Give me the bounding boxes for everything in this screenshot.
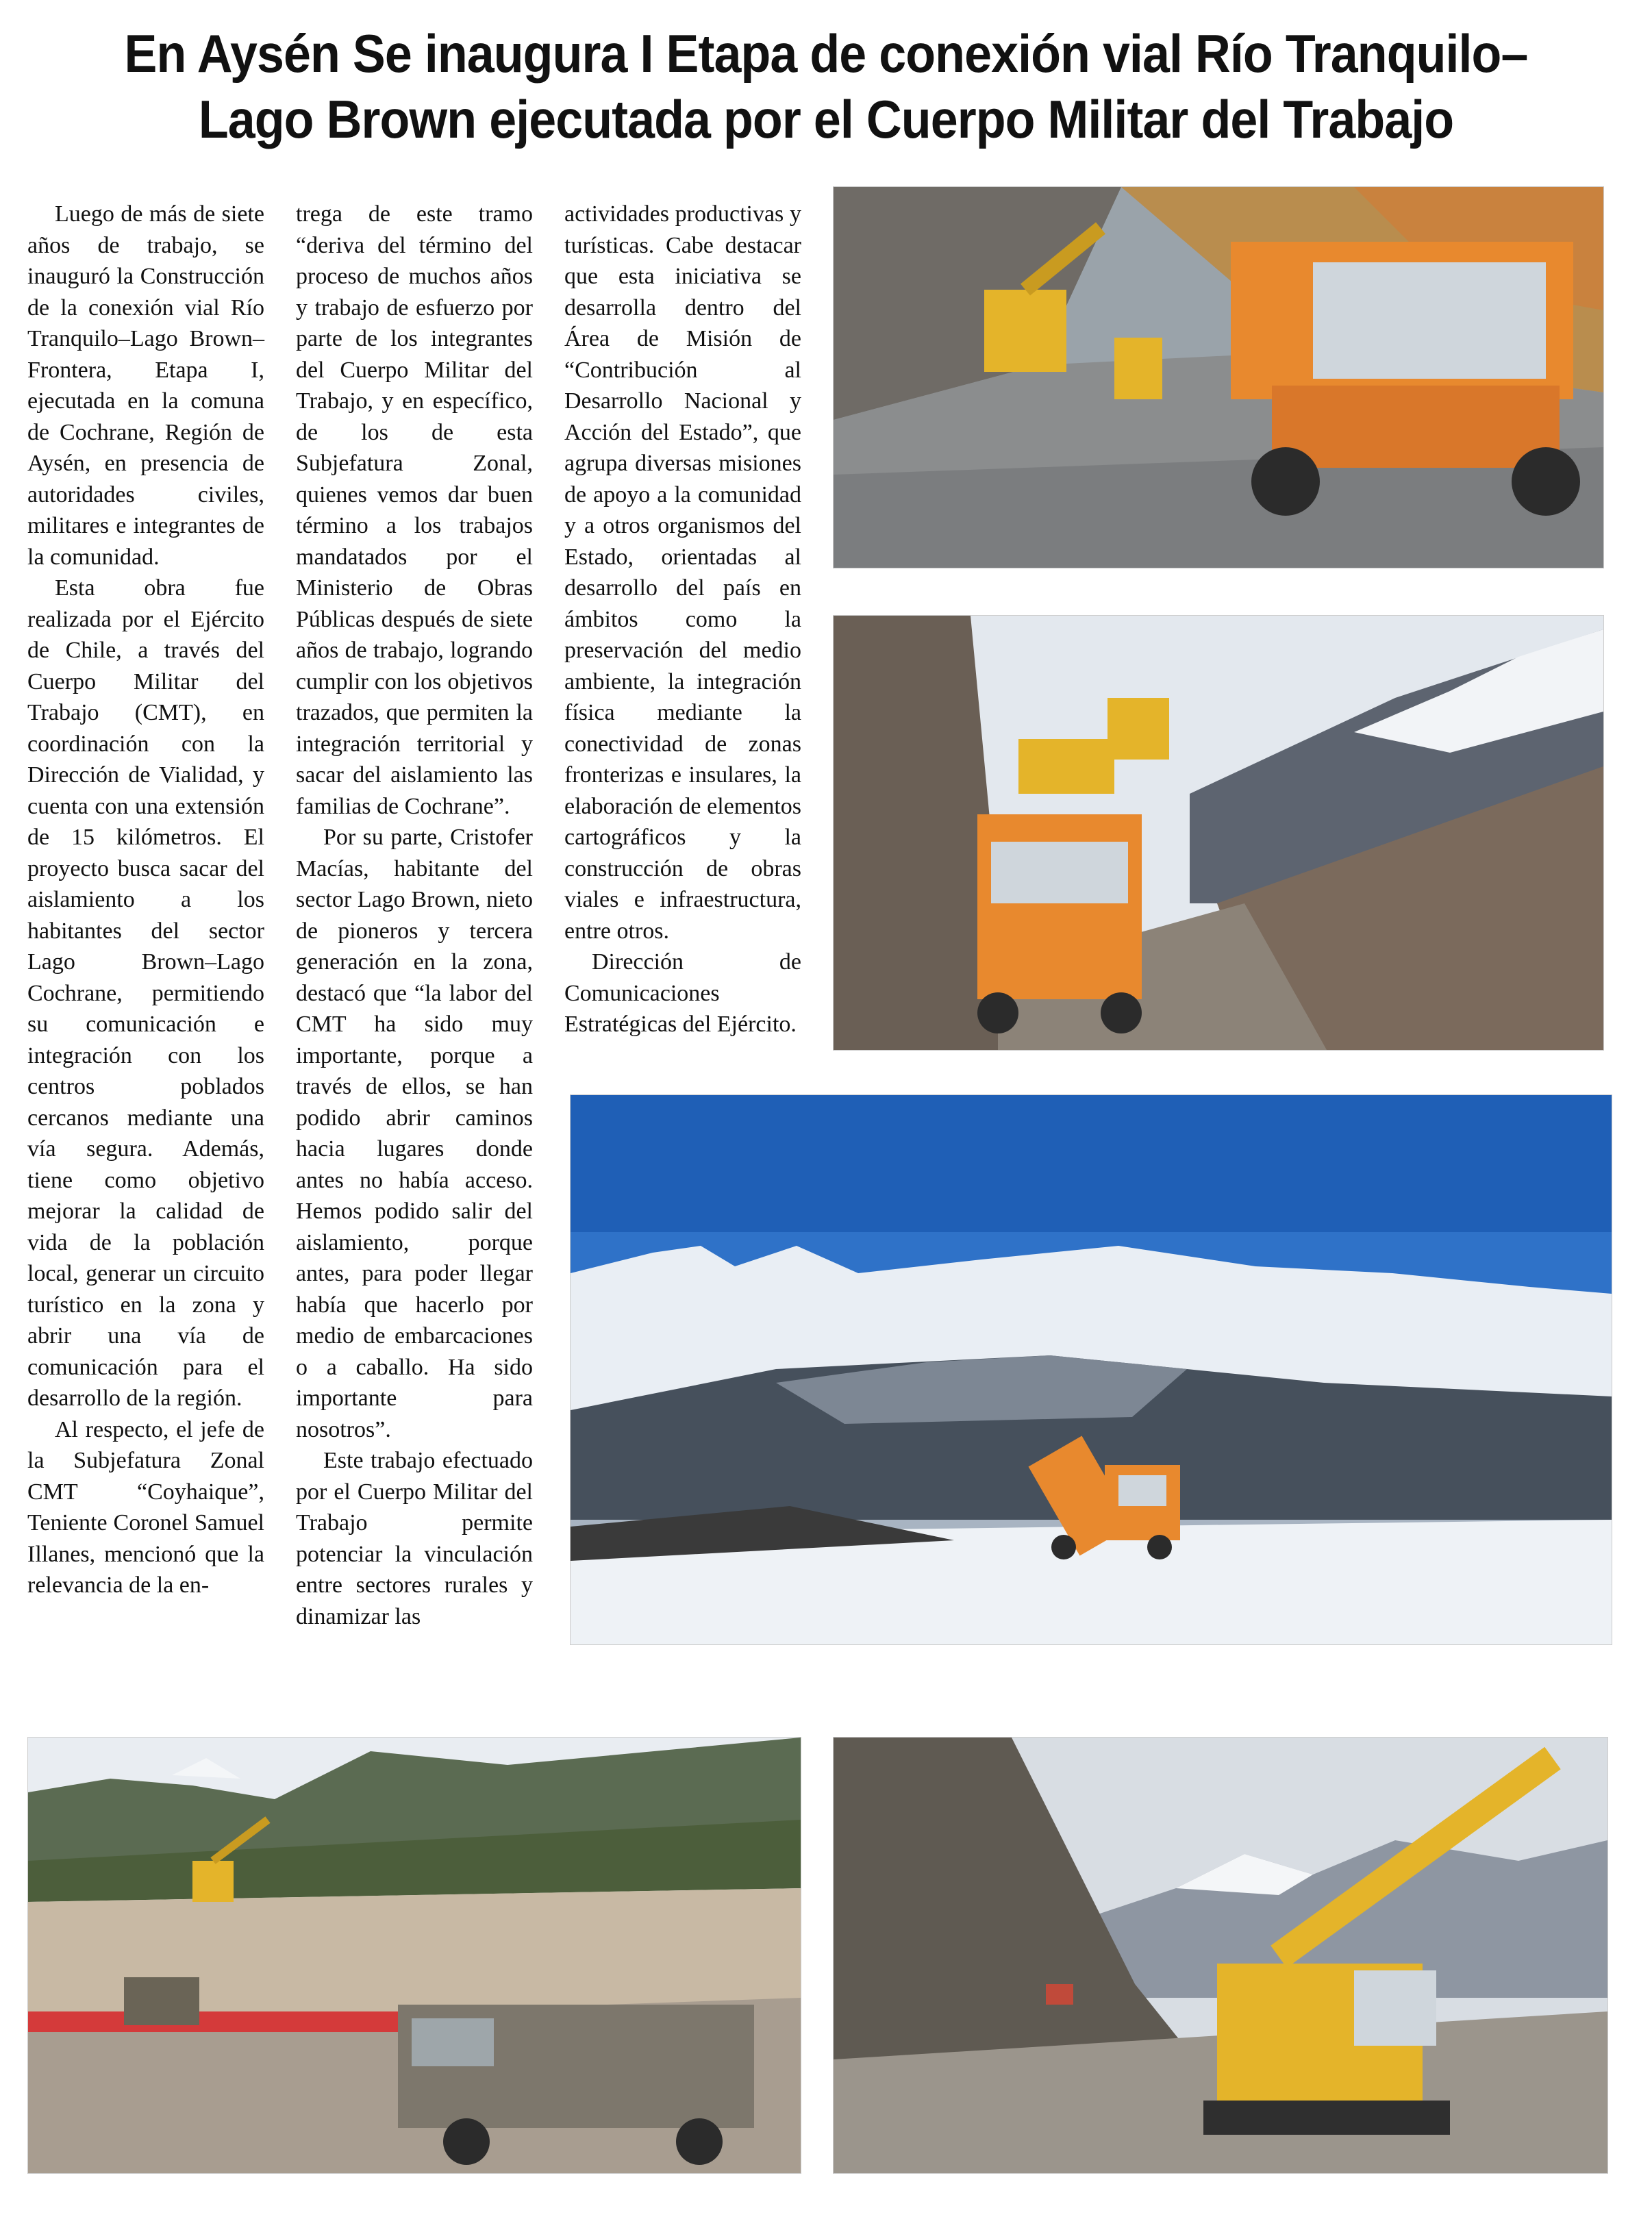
byline: Dirección de Comunicaciones Estratégicas del Ejército. [564, 949, 801, 1037]
photo-excavator-mountain-road [833, 1737, 1608, 2174]
photo-dump-truck-forest-road [833, 186, 1604, 568]
paragraph: Esta obra fue realizada por el Ejército de Chile, a través del Cuerpo Militar del Trabajo (CMT), en coordinación con la Dirección de Vialidad, y cuenta con una extensión de 15 kilómetros. El proyecto busca sacar del aislamiento a los habitantes del sector Lago Brown–Lago Cochrane, permitiendo su comunicación e integración con los centros poblados cercanos mediante una vía segura. Además, tiene como objetivo mejorar la calidad de vida de la población local, generar un circuito turístico en la zona y abrir una vía de comunicación para el desarrollo de la región. [27, 575, 264, 1411]
article-column-1 [27, 199, 264, 1601]
headline-line-2: Lago Brown ejecutada por el Cuerpo Militar del Trabajo [198, 89, 1454, 149]
article-column-2 [296, 199, 533, 1632]
paragraph-continued: trega de este tramo “deriva del término del proceso de muchos años y trabajo de esfuerzo por parte de los integrantes del Cuerpo Militar del Trabajo, y en específico, de los de esta Subjefatura Zonal, quienes vemos dar buen término a los trabajos mandatados por el Ministerio de Obras Públicas después de siete años de trabajo, logrando cumplir con los objetivos trazados, que permiten la integración territorial y sacar del aislamiento las familias de Cochrane”. [296, 201, 533, 819]
headline-line-1: En Aysén Se inaugura I Etapa de conexión vial Río Tranquilo– [124, 23, 1528, 84]
photo-tipper-truck-snowy-valley [570, 1094, 1612, 1645]
paragraph: Por su parte, Cristofer Macías, habitante del sector Lago Brown, nieto de pioneros y tercera generación en la zona, destacó que “la labor del CMT ha sido muy importante, porque a través de ellos, se han podido abrir caminos hacia lugares donde antes no había acceso. Hemos podido salir del aislamiento, porque antes, para poder llegar había que hacerlo por medio de embarcaciones o a caballo. Ha sido importante para nosotros”. [296, 825, 533, 1442]
paragraph: Luego de más de siete años de trabajo, se inauguró la Construcción de la conexión vial Río Tranquilo–Lago Brown–Frontera, Etapa I, ejecutada en la comuna de Cochrane, Región de Aysén, en presencia de autoridades civiles, militares e integrantes de la comunidad. [27, 201, 264, 570]
headline [104, 21, 1549, 152]
paragraph: Este trabajo efectuado por el Cuerpo Militar del Trabajo permite potenciar la vinculación entre sectores rurales y dinamizar las [296, 1448, 533, 1629]
photo-trucks-rocky-road [833, 615, 1604, 1051]
photo-gravel-quarry [27, 1737, 801, 2174]
article-column-3 [564, 199, 801, 1040]
paragraph: Al respecto, el jefe de la Subjefatura Zonal CMT “Coyhaique”, Teniente Coronel Samuel Illanes, mencionó que la relevancia de la en- [27, 1416, 264, 1598]
paragraph-continued: actividades productivas y turísticas. Cabe destacar que esta iniciativa se desarrolla dentro del Área de Misión de “Contribución al Desarrollo Nacional y Acción del Estado”, que agrupa diversas misiones de apoyo a la comunidad y a otros organismos del Estado, orientadas al desarrollo del país en ámbitos como la preservación del medio ambiente, la integración física mediante la conectividad de zonas fronterizas e insulares, la elaboración de elementos cartográficos y la construcción de obras viales e infraestructura, entre otros. [564, 201, 801, 944]
